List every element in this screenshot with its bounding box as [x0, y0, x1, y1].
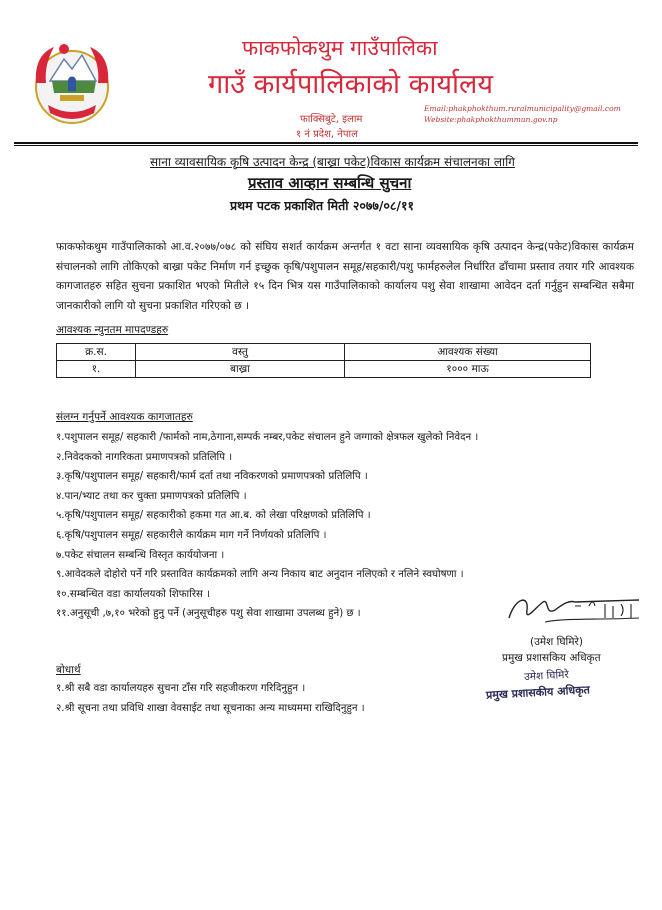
- table-cell: १००० माऊ: [345, 361, 591, 378]
- column-header: आवश्यक संख्या: [345, 344, 591, 361]
- attachments-list: [56, 428, 478, 624]
- list-item: २.निवेदकको नागरिकता प्रमाणपत्रको प्रतिलिपि ।: [56, 451, 233, 463]
- list-item: ५.कृषि/पशुपालन समूह/ सहकारीको हकमा गत आ.ब. को लेखा परिक्षणको प्रतिलिपि ।: [56, 510, 371, 522]
- requirements-table: [56, 343, 591, 378]
- column-header: वस्तु: [136, 344, 345, 361]
- list-item: ३.कृषि/पशुपालन समूह/ सहकारी/फार्म दर्ता तथा नविकरणको प्रमाणपत्रको प्रतिलिपि ।: [56, 471, 368, 483]
- municipality-name: फाकफोकथुम गाउँपालिका: [242, 36, 438, 60]
- table-cell: १.: [57, 361, 136, 378]
- table-header-row: [57, 344, 591, 361]
- website-text: Website:phakphokthummun.gov.np: [424, 115, 558, 124]
- email-text: Email:phakphokthum.ruralmunicipality@gmail.com: [424, 104, 621, 113]
- nepal-government-emblem-icon: [24, 35, 120, 131]
- list-item: ६.कृषि/पशुपालन समूह/ सहकारीले कार्यक्रम माग गर्ने निर्णयको प्रतिलिपि ।: [56, 529, 327, 541]
- header-divider: [14, 142, 638, 144]
- bodharth-list: [56, 679, 365, 718]
- notice-subject: साना व्यावसायिक कृषि उत्पादन केन्द्र (बाख्रा पकेट)विकास कार्यक्रम संचालनका लागि: [150, 155, 515, 169]
- stamp-title: प्रमुख प्रशासकीय अधिकृत: [485, 683, 591, 702]
- attachments-heading: संलग्न गर्नुपर्ने आवश्यक कागजातहरु: [56, 411, 193, 423]
- list-item: ४.पान/भ्याट तथा कर चुक्ता प्रमाणपत्रको प्रतिलिपि ।: [56, 490, 247, 502]
- list-item: ९.आवेदकले दोहोरो पर्ने गरि प्रस्तावित कार्यक्रमको लागि अन्य निकाय बाट अनुदान नलिएको र नलिने स्वघोषणा ।: [56, 569, 464, 581]
- publish-date: प्रथम पटक प्रकाशित मिती २०७७/०८/११: [230, 198, 415, 213]
- table-cell: बाख्रा: [136, 361, 345, 378]
- header-divider-thin: [14, 145, 638, 146]
- list-item: २.श्री सूचना तथा प्रविधि शाखा वेवसाईट तथा सूचनाका अन्य माध्यममा राखिदिनुहुन ।: [56, 702, 365, 714]
- list-item: ११.अनुसूची ,७,१० भरेको हुनु पर्ने (अनुसूचीहरु पशु सेवा शाखामा उपलब्ध हुने) छ ।: [56, 608, 361, 620]
- column-header: क्र.स.: [57, 344, 136, 361]
- table-row: [57, 361, 591, 378]
- signatory-title: प्रमुख प्रशासकिय अधिकृत: [502, 652, 601, 664]
- list-item: ७.पकेट संचालन सम्बन्धि विस्तृत कार्ययोजना ।: [56, 549, 225, 561]
- body-paragraph: फाकफोकथुम गाउँपालिकाको आ.व.२०७७/०७८ को संघिय सशर्त कार्यक्रम अन्तर्गत १ वटा साना व्यवसायिक कृषि उत्पादन केन्द्र(पकेट)विकास कार्यक्रम संचालनको लागि तोकिएको बाख्रा पकेट निर्माण गर्न इच्छुक कृषि/पशुपालन समूह/सहकारी/पशु फार्महरुलेल निर्धारित ढाँचामा प्रस्ताव तयार गरि आवश्यक कागजातहरु सहित सुचना प्रकाशित भएको मितीले १५ दिन भित्र यस गाउँपालिकाको कार्यालय पशु सेवा शाखामा आवेदन दर्ता गर्नुहुन सम्बन्धित सबैमा जानकारीको लागि यो सुचना प्रकाशित गरिएको छ ।: [56, 241, 634, 312]
- list-item: १०.सम्बन्धित वडा कार्यालयको शिफारिस ।: [56, 588, 210, 600]
- bodharth-heading: बोधार्थ: [56, 664, 81, 676]
- requirements-heading: आवश्यक न्युनतम मापदण्डहरु: [56, 324, 169, 336]
- list-item: १.श्री सबै वडा कार्यालयहरु सुचना टाँस गरि सहजीकरण गरिदिनुहुन ।: [56, 683, 306, 694]
- list-item: १.पशुपालन समूह/ सहकारी /फार्मको नाम,ठेगाना,सम्पर्क नम्बर,पकेट संचालन हुने जग्गाको क्षेत्रफल खुलेको निवेदन ।: [56, 432, 479, 443]
- notice-title: प्रस्ताव आव्हान सम्बन्धि सुचना: [248, 174, 412, 192]
- office-name: गाउँ कार्यपालिकाको कार्यालय: [208, 69, 493, 100]
- handwritten-signature-icon: [505, 588, 643, 632]
- stamp-name: उमेश घिमिरे: [523, 668, 570, 684]
- address-line-2: १ नं प्रदेश, नेपाल: [296, 129, 358, 140]
- signatory-name: (उमेश घिमिरे): [530, 636, 583, 648]
- address-line-1: फाक्सिबुटे, इलाम: [300, 114, 363, 125]
